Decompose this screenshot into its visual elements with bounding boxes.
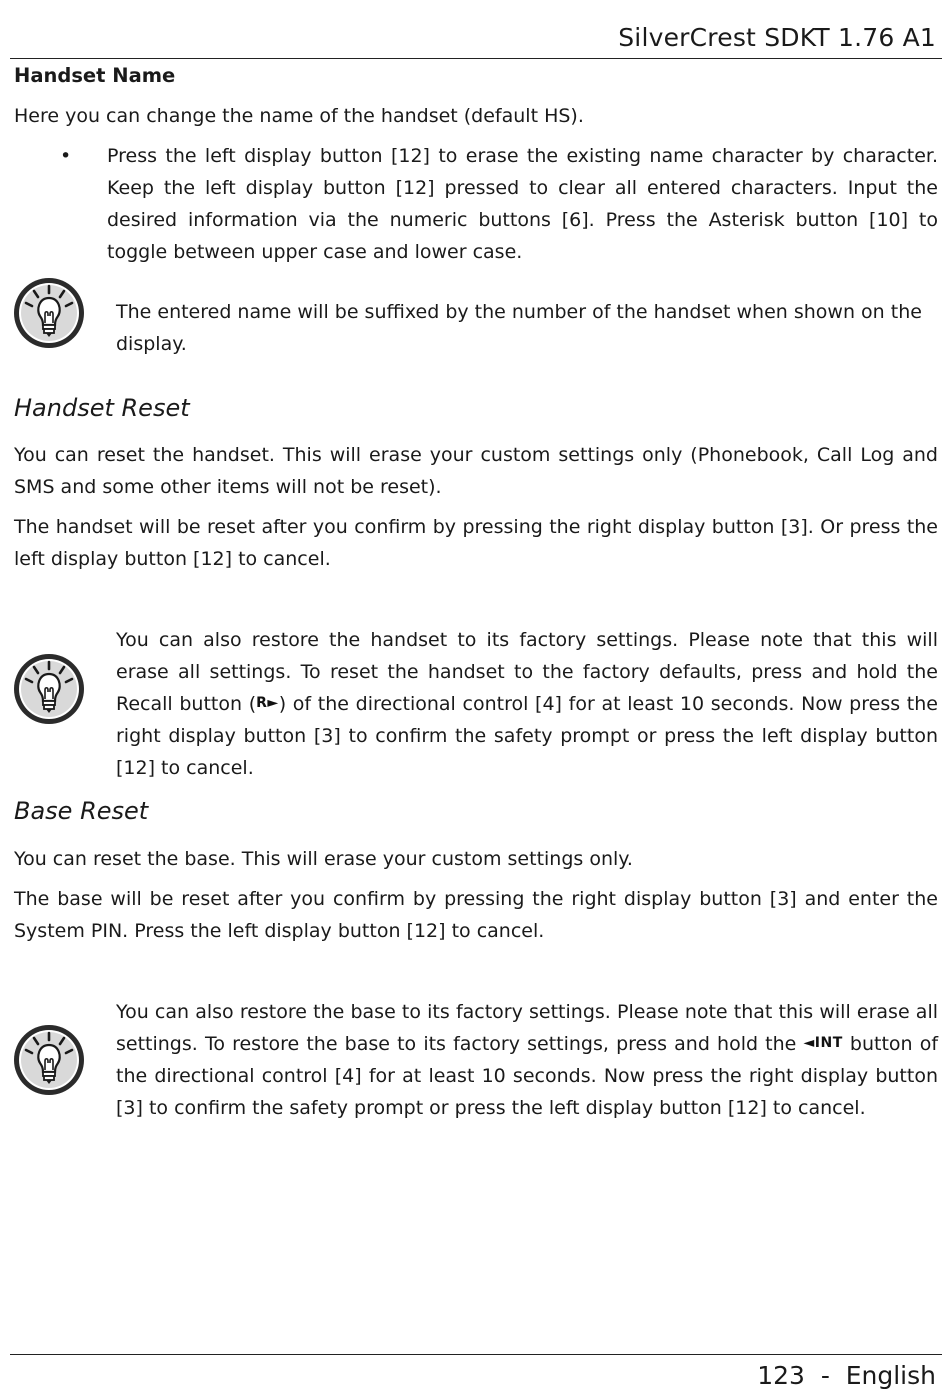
- recall-button-symbol: R►: [256, 695, 279, 711]
- handset-reset-note: [116, 624, 938, 784]
- handset-name-intro: Here you can change the name of the handset (default HS).: [14, 105, 584, 127]
- handset-reset-note-text-a: You can also restore the handset to its factory settings. Please note that this will erase all settings. To reset the handset to the factory defaults, press and hold the Recall button (: [116, 629, 938, 715]
- handset-reset-heading: Handset Reset: [14, 394, 190, 422]
- base-reset-note-text-b: button of the directional control [4] for at least 10 seconds. Now press the right display button [3] to confirm the safety prompt or press the left display button [12] to cancel.: [116, 1033, 939, 1119]
- handset-name-heading: Handset Name: [14, 64, 176, 87]
- base-reset-note-text-a: You can also restore the base to its factory settings. Please note that this will erase all settings. To restore the base to its factory settings, press and hold the: [116, 1001, 938, 1055]
- handset-reset-note-text-b: ) of the directional control [4] for at least 10 seconds. Now press the right display button [3] to confirm the safety prompt or press the left display button [12] to cancel.: [116, 693, 938, 779]
- page-number-label: 123 - English: [757, 1361, 936, 1390]
- handset-reset-para1: You can reset the handset. This will erase your custom settings only (Phonebook, Call Log and SMS and some other items will not be reset).: [14, 444, 938, 498]
- handset-name-note: The entered name will be suffixed by the number of the handset when shown on the display.: [116, 301, 922, 355]
- lightbulb-tip-icon: [12, 1023, 86, 1097]
- base-reset-note: [116, 996, 938, 1124]
- int-button-symbol: ◄INT: [803, 1035, 843, 1051]
- base-reset-para2: The base will be reset after you confirm by pressing the right display button [3] and enter the System PIN. Press the left display button [12] to cancel.: [14, 888, 938, 942]
- lightbulb-tip-icon: [12, 276, 86, 350]
- lightbulb-tip-icon: [12, 652, 86, 726]
- base-reset-heading: Base Reset: [14, 797, 149, 825]
- handset-name-bullet: Press the left display button [12] to erase the existing name character by character. Keep the left display button [12] pressed to clear all entered characters. Input the desired information via the numeric buttons [6]. Press the Asterisk button [10] to toggle between upper case and lower case.: [107, 145, 938, 263]
- header-title: SilverCrest SDKT 1.76 A1: [618, 23, 936, 52]
- footer-rule: [10, 1354, 942, 1355]
- bullet-dot: •: [60, 145, 72, 167]
- page-number: [757, 1358, 936, 1394]
- base-reset-para1: You can reset the base. This will erase your custom settings only.: [14, 848, 633, 870]
- header-rule: [10, 58, 942, 59]
- handset-reset-para2: The handset will be reset after you confirm by pressing the right display button [3]. Or press the left display button [12] to cancel.: [14, 516, 938, 570]
